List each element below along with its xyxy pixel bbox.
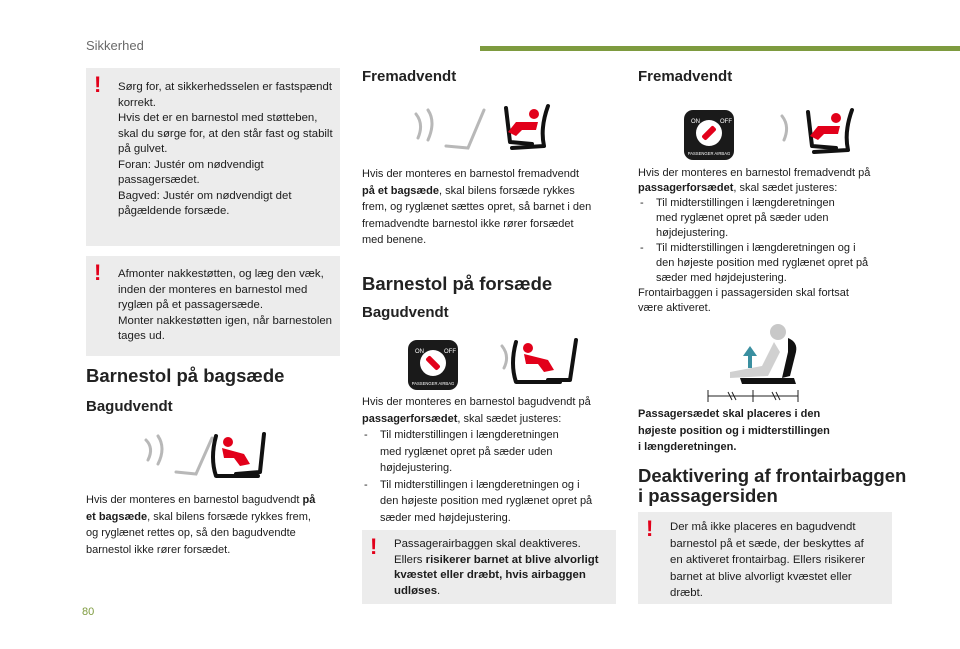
text: være aktiveret. bbox=[638, 302, 711, 314]
warning-icon: ! bbox=[94, 260, 102, 285]
airbag-on-label: ON bbox=[691, 119, 700, 125]
note-line: inden der monteres en barnestol med bbox=[118, 283, 308, 296]
text: sæder med højdejustering. bbox=[380, 511, 511, 524]
text: med ryglænet opret på sæder uden bbox=[380, 445, 553, 458]
para-rear-seat-forward-facing bbox=[362, 166, 626, 249]
note-line: korrekt. bbox=[118, 96, 156, 109]
note-line: Sørg for, at sikkerhedsselen er fastspændt bbox=[118, 81, 332, 93]
note-line: ryglæn på et passagersæde. bbox=[118, 299, 263, 311]
text: , skal bilens forsæde rykkes bbox=[439, 184, 575, 197]
subheading-rear-facing-front: Bagudvendt bbox=[362, 304, 449, 321]
note-line: Foran: Justér om nødvendigt bbox=[118, 158, 264, 171]
text: - Til midterstillingen i længderetningen og i bbox=[656, 242, 856, 254]
airbag-on-label: ON bbox=[415, 349, 424, 355]
heading-forward-facing-front: Fremadvendt bbox=[638, 68, 733, 85]
rear-facing-rear-seat-illustration bbox=[140, 428, 280, 484]
text: og ryglænet rettes op, så den bagudvendte bbox=[86, 527, 296, 539]
text: højdejustering. bbox=[656, 227, 729, 239]
airbag-off-label: OFF bbox=[444, 349, 456, 355]
note-line bbox=[394, 584, 610, 600]
heading-forward-facing: Fremadvendt bbox=[362, 68, 457, 85]
note-line: barnet at blive alvorligt kvæstet eller bbox=[670, 570, 852, 583]
list-item bbox=[638, 241, 902, 286]
text: - Til midterstillingen i længderetningen bbox=[656, 197, 835, 209]
airbag-switch-label: PASSENGER AIRBAG bbox=[687, 151, 731, 156]
section-title: Sikkerhed bbox=[86, 38, 144, 53]
text: den højeste position med ryglænet opret på bbox=[380, 495, 593, 507]
text-bold: risikerer barnet at blive alvorligt bbox=[425, 553, 599, 566]
text-bold: passagerforsædet bbox=[638, 182, 734, 194]
text: højeste position og i midterstillingen bbox=[638, 424, 830, 437]
subheading-rear-facing: Bagudvendt bbox=[86, 398, 173, 415]
note-line bbox=[394, 568, 610, 584]
note-line: en aktiveret frontairbag. Ellers risikerer bbox=[670, 554, 865, 566]
warning-icon: ! bbox=[370, 534, 378, 559]
text: , skal bilens forsæde rykkes frem, bbox=[147, 510, 311, 523]
text: Hvis der monteres en barnestol fremadvendt bbox=[362, 168, 580, 180]
text-bold: et bagsæde bbox=[86, 510, 148, 523]
text: - Til midterstillingen i længderetningen og i bbox=[380, 478, 580, 491]
para-front-seat-rear-facing bbox=[362, 394, 624, 526]
seat-position-illustration bbox=[700, 318, 810, 402]
note-line: pågældende forsæde. bbox=[118, 205, 230, 217]
para-rear-seat-rear-facing bbox=[86, 492, 346, 558]
rear-facing-front-seat-illustration bbox=[498, 336, 582, 390]
text: med ryglænet opret på sæder uden bbox=[656, 212, 829, 224]
text: Hvis der monteres en barnestol fremadvendt på bbox=[638, 167, 871, 179]
list-item bbox=[362, 427, 624, 477]
forward-facing-rear-seat-illustration bbox=[412, 100, 554, 156]
heading-front-seat: Barnestol på forsæde bbox=[362, 273, 553, 294]
text: den højeste position med ryglænet opret på bbox=[656, 257, 869, 269]
warning-note-seatbelt bbox=[86, 68, 340, 246]
text: Ellers bbox=[394, 553, 426, 566]
note-line: Bagved: Justér om nødvendigt det bbox=[118, 189, 292, 202]
heading-rear-seat: Barnestol på bagsæde bbox=[86, 365, 285, 386]
header-accent-bar bbox=[480, 46, 960, 51]
seat-position-caption bbox=[638, 406, 898, 456]
text-bold: udløses bbox=[394, 584, 438, 597]
warning-icon: ! bbox=[94, 72, 102, 97]
note-line: Hvis det er en barnestol med støtteben, bbox=[118, 112, 318, 124]
heading-airbag-deactivation bbox=[638, 466, 906, 506]
warning-note-headrest bbox=[86, 256, 340, 356]
text-bold: kvæstet eller dræbt, hvis airbaggen bbox=[394, 569, 586, 581]
text: , skal sædet justeres: bbox=[457, 412, 562, 425]
forward-facing-front-seat-illustration bbox=[778, 104, 858, 160]
note-line bbox=[394, 553, 610, 569]
text: - Til midterstillingen i længderetningen bbox=[380, 429, 559, 441]
note-line: passagersædet. bbox=[118, 174, 200, 186]
note-line: skal du sørge for, at den står fast og stabilt bbox=[118, 127, 333, 140]
note-line: Monter nakkestøtten igen, når barnestolen bbox=[118, 314, 333, 327]
warning-note-airbag-deactivate bbox=[362, 530, 616, 604]
text-bold: på bbox=[302, 494, 316, 506]
text: Hvis der monteres en barnestol bagudvendt bbox=[86, 494, 303, 506]
heading-line: i passagersiden bbox=[638, 485, 778, 506]
warning-icon: ! bbox=[646, 516, 654, 541]
page-number: 80 bbox=[82, 606, 95, 618]
text: Frontairbaggen i passagersiden skal fortsat bbox=[638, 287, 849, 299]
text: . bbox=[437, 584, 441, 597]
note-line: dræbt. bbox=[670, 587, 703, 599]
warning-note-rear-facing-airbag bbox=[638, 512, 892, 604]
note-line: Passagerairbaggen skal deaktiveres. bbox=[394, 538, 581, 550]
airbag-switch-label: PASSENGER AIRBAG bbox=[411, 381, 455, 386]
para-front-seat-forward-facing bbox=[638, 166, 902, 316]
text: fremadvendte barnestol ikke rører forsædet bbox=[362, 217, 574, 230]
text: barnestol ikke rører forsædet. bbox=[86, 543, 231, 556]
text: Hvis der monteres en barnestol bagudvendt på bbox=[362, 396, 591, 408]
note-line: Der må ikke placeres en bagudvendt bbox=[670, 521, 856, 533]
text: med benene. bbox=[362, 234, 427, 246]
note-line: tages ud. bbox=[118, 330, 165, 342]
note-line: Afmonter nakkestøtten, og læg den væk, bbox=[118, 268, 324, 280]
text: i længderetningen. bbox=[638, 441, 737, 453]
list-item bbox=[638, 196, 902, 241]
note-line: på gulvet. bbox=[118, 143, 168, 155]
text: Passagersædet skal placeres i den bbox=[638, 408, 821, 420]
list-item bbox=[362, 477, 624, 527]
text: frem, og ryglænet sættes opret, så barnet i den bbox=[362, 201, 592, 213]
text: sæder med højdejustering. bbox=[656, 272, 787, 284]
text-bold: på et bagsæde bbox=[362, 184, 440, 197]
heading-line: Deaktivering af frontairbaggen bbox=[638, 465, 907, 486]
text: , skal sædet justeres: bbox=[733, 182, 838, 194]
note-line: barnestol på et sæde, der beskyttes af bbox=[670, 537, 864, 550]
airbag-on-switch-icon bbox=[684, 110, 734, 160]
airbag-off-label: OFF bbox=[720, 119, 732, 125]
text: højdejustering. bbox=[380, 462, 453, 474]
airbag-off-switch-icon bbox=[408, 340, 458, 390]
text-bold: passagerforsædet bbox=[362, 412, 458, 425]
